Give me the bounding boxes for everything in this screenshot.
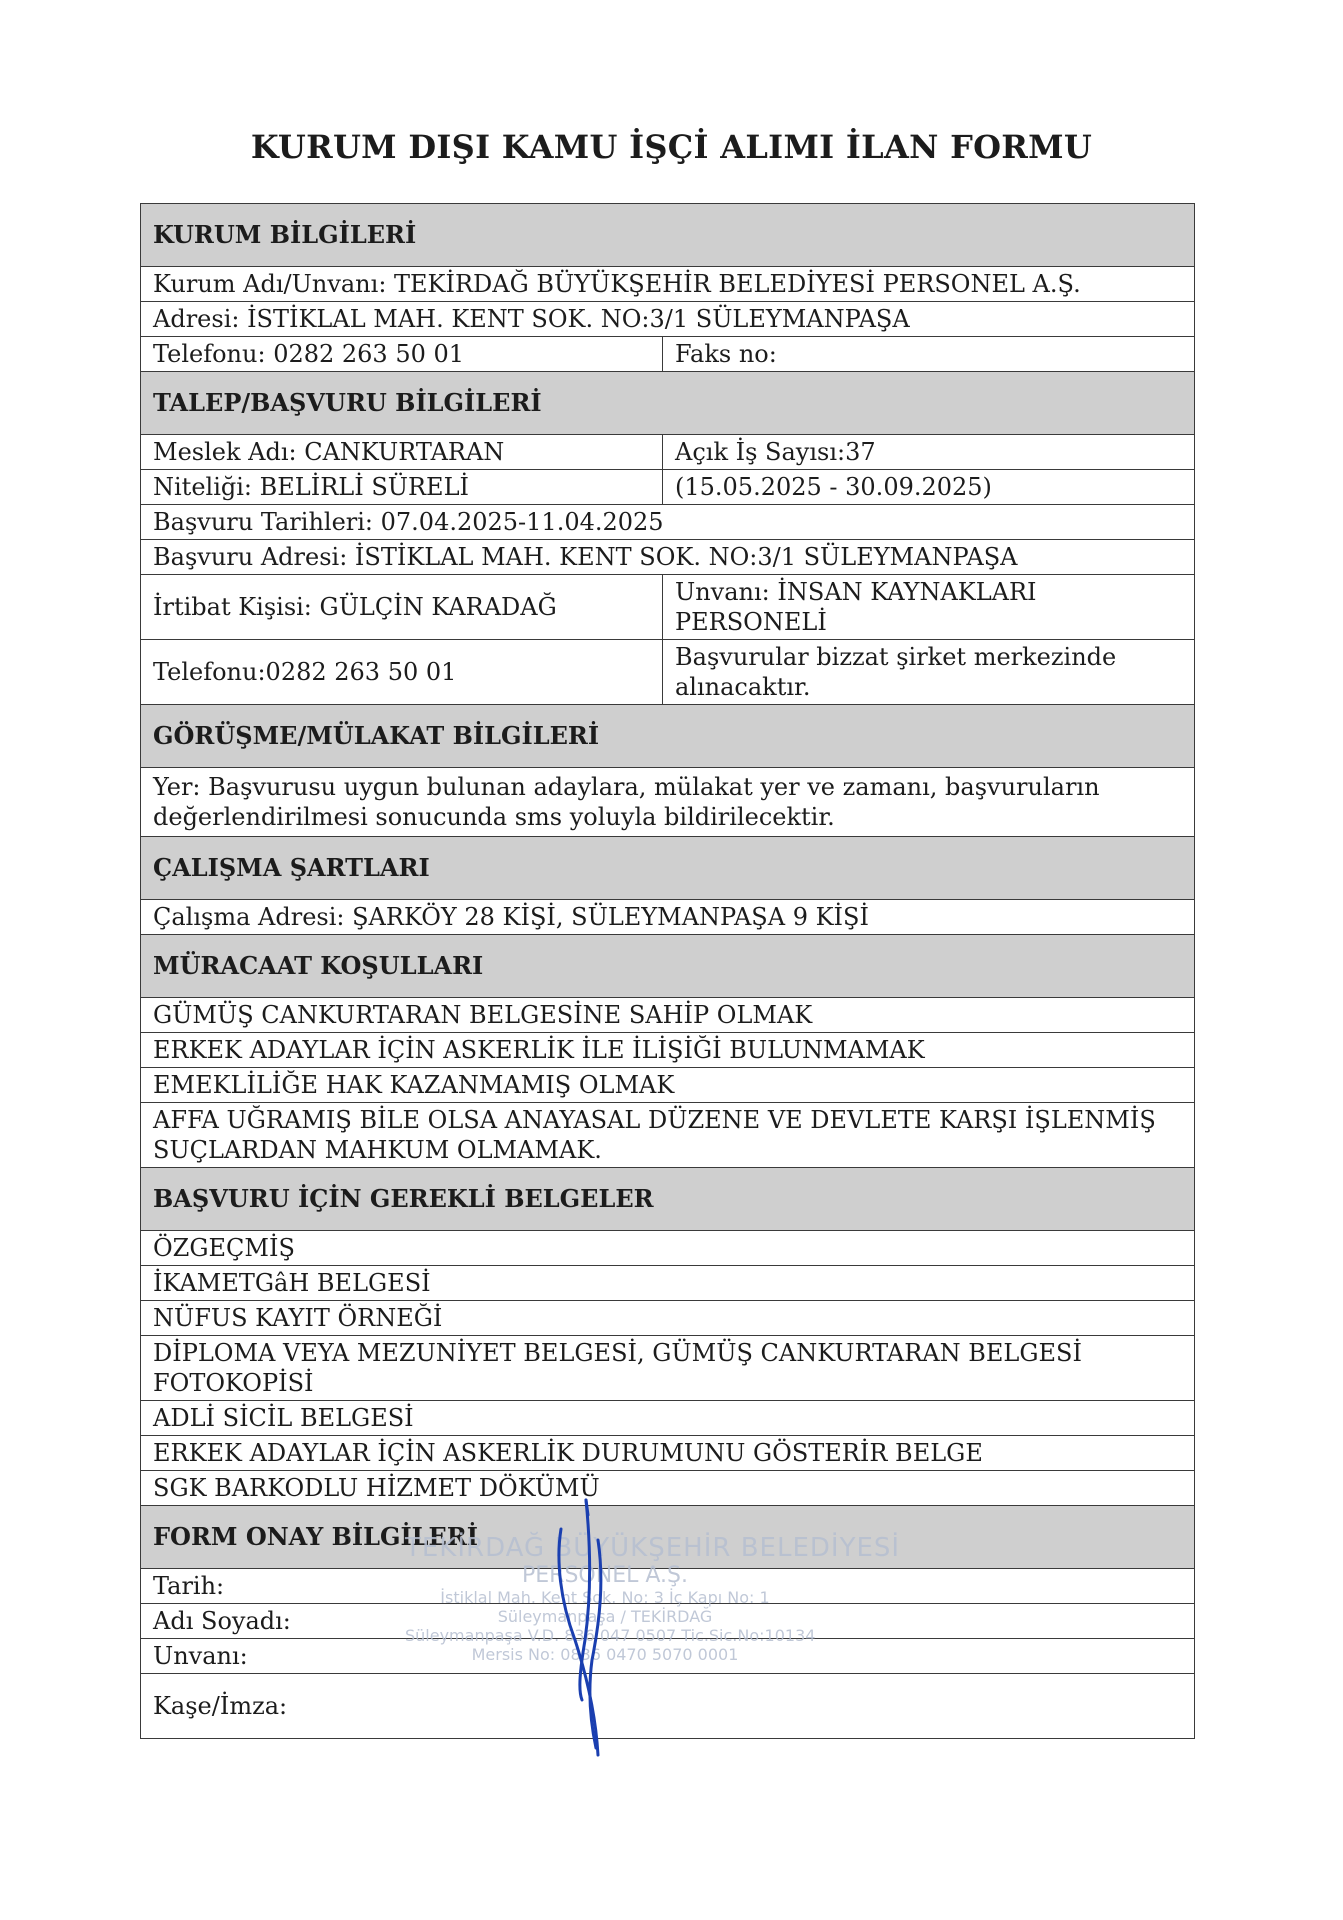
calisma-suresi: (15.05.2025 - 30.09.2025) [663,470,1195,505]
kurum-faks: Faks no: [663,337,1195,372]
irtibat-telefonu: Telefonu:0282 263 50 01 [141,640,663,705]
meslek-adi: Meslek Adı: CANKURTARAN [141,435,663,470]
irtibat-unvani: Unvanı: İNSAN KAYNAKLARI PERSONELİ [663,575,1195,640]
stamp-line: Süleymanpaşa / TEKİRDAĞ [497,1607,713,1626]
onay-tarih: Tarih: [141,1569,1195,1604]
kurum-adres: Adresi: İSTİKLAL MAH. KENT SOK. NO:3/1 SÜLEYMANPAŞA [141,302,1195,337]
form-title: KURUM DIŞI KAMU İŞÇİ ALIMI İLAN FORMU [250,128,1093,166]
calisma-adresi: Çalışma Adresi: ŞARKÖY 28 KİŞİ, SÜLEYMANPAŞA 9 KİŞİ [141,900,1195,935]
muracaat-kosulu: AFFA UĞRAMIŞ BİLE OLSA ANAYASAL DÜZENE VE DEVLETE KARŞI İŞLENMİŞ SUÇLARDAN MAHKUM OLMAMAK. [141,1103,1195,1168]
section-kurum-heading: KURUM BİLGİLERİ [141,204,1195,267]
gerekli-belge: ERKEK ADAYLAR İÇİN ASKERLİK DURUMUNU GÖSTERİR BELGE [141,1436,1195,1471]
kurum-adi: Kurum Adı/Unvanı: TEKİRDAĞ BÜYÜKŞEHİR BELEDİYESİ PERSONEL A.Ş. [141,267,1195,302]
stamp-line: Mersis No: 0836 0470 5070 0001 [471,1645,739,1664]
gerekli-belge: SGK BARKODLU HİZMET DÖKÜMÜ [141,1471,1195,1506]
basvuru-notu: Başvurular bizzat şirket merkezinde alınacaktır. [663,640,1195,705]
stamp-line: İstiklal Mah. Kent Sok. No: 3 İç Kapı No: 1 [440,1588,770,1607]
kurum-telefon: Telefonu: 0282 263 50 01 [141,337,663,372]
acik-is-sayisi: Açık İş Sayısı:37 [663,435,1195,470]
stamp-line: PERSONEL A.Ş. [522,1563,688,1588]
section-muracaat-heading: MÜRACAAT KOŞULLARI [141,935,1195,998]
section-gorusme-heading: GÖRÜŞME/MÜLAKAT BİLGİLERİ [141,705,1195,768]
application-form-table [140,203,1195,1739]
irtibat-kisisi: İrtibat Kişisi: GÜLÇİN KARADAĞ [141,575,663,640]
onay-kase-imza: Kaşe/İmza: [141,1674,1195,1739]
gerekli-belge: ÖZGEÇMİŞ [141,1231,1195,1266]
onay-adi-soyadi: Adı Soyadı: [141,1604,1195,1639]
gerekli-belge: ADLİ SİCİL BELGESİ [141,1401,1195,1436]
gerekli-belge: İKAMETGâH BELGESİ [141,1266,1195,1301]
muracaat-kosulu: ERKEK ADAYLAR İÇİN ASKERLİK İLE İLİŞİĞİ BULUNMAMAK [141,1033,1195,1068]
onay-unvani: Unvanı: [141,1639,1195,1674]
basvuru-adresi: Başvuru Adresi: İSTİKLAL MAH. KENT SOK. NO:3/1 SÜLEYMANPAŞA [141,540,1195,575]
stamp-line: TEKİRDAĞ BÜYÜKŞEHİR BELEDİYESİ [405,1533,901,1563]
gerekli-belge: DİPLOMA VEYA MEZUNİYET BELGESİ, GÜMÜŞ CANKURTARAN BELGESİ FOTOKOPİSİ [141,1336,1195,1401]
stamp-line: Süleymanpaşa V.D. 836 047 0507 Tic.Sic.No:10134 [405,1626,816,1645]
niteligi: Niteliği: BELİRLİ SÜRELİ [141,470,663,505]
section-calisma-heading: ÇALIŞMA ŞARTLARI [141,837,1195,900]
section-belgeler-heading: BAŞVURU İÇİN GEREKLİ BELGELER [141,1168,1195,1231]
basvuru-tarihleri: Başvuru Tarihleri: 07.04.2025-11.04.2025 [141,505,1195,540]
muracaat-kosulu: GÜMÜŞ CANKURTARAN BELGESİNE SAHİP OLMAK [141,998,1195,1033]
gerekli-belge: NÜFUS KAYIT ÖRNEĞİ [141,1301,1195,1336]
section-talep-heading: TALEP/BAŞVURU BİLGİLERİ [141,372,1195,435]
muracaat-kosulu: EMEKLİLİĞE HAK KAZANMAMIŞ OLMAK [141,1068,1195,1103]
mulakat-yeri: Yer: Başvurusu uygun bulunan adaylara, mülakat yer ve zamanı, başvuruların değerlendirilmesi sonucunda sms yoluyla bildirilecektir. [141,768,1195,837]
section-onay-heading: FORM ONAY BİLGİLERİ [141,1506,1195,1569]
